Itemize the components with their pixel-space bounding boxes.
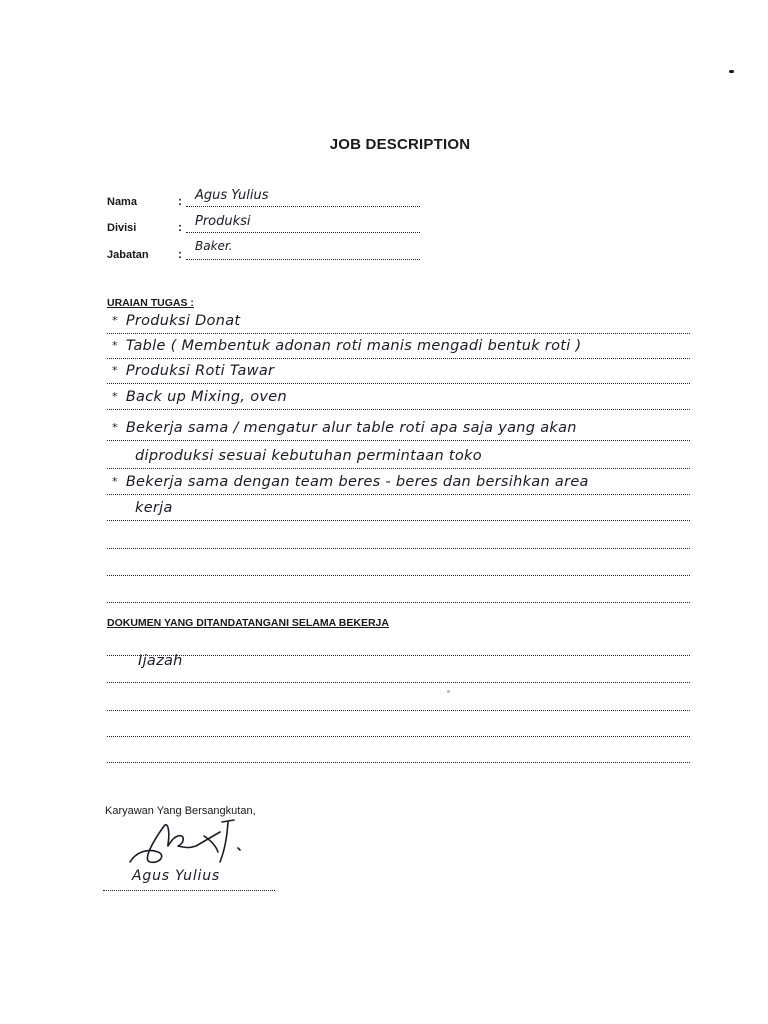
uraian-tugas-item	[112, 420, 577, 436]
uraian-tugas-rule	[107, 520, 690, 521]
uraian-tugas-rule	[107, 440, 690, 441]
uraian-tugas-text: diproduksi sesuai kebutuhan permintaan toko	[135, 448, 482, 464]
signature-name: Agus Yulius	[132, 868, 220, 884]
dokumen-rule	[107, 762, 690, 763]
uraian-tugas-rule	[107, 494, 690, 495]
field-divisi	[107, 216, 427, 236]
paper-mark	[447, 690, 450, 693]
signature-dotted-line	[103, 890, 275, 891]
uraian-tugas-item	[135, 448, 482, 464]
dokumen-rule	[107, 655, 690, 656]
ink-speck	[729, 70, 734, 73]
field-value-divisi: Produksi	[195, 214, 251, 229]
uraian-tugas-rule	[107, 383, 690, 384]
uraian-tugas-text: Back up Mixing, oven	[125, 389, 287, 405]
uraian-tugas-rule	[107, 602, 690, 603]
uraian-tugas-rule	[107, 358, 690, 359]
uraian-tugas-rule	[107, 468, 690, 469]
uraian-tugas-text: Table ( Membentuk adonan roti manis mengadi bentuk roti )	[125, 338, 582, 354]
uraian-tugas-item	[112, 474, 589, 490]
field-dotted-line	[186, 206, 420, 207]
document-title: JOB DESCRIPTION	[329, 136, 471, 153]
bullet-marker: *	[112, 390, 118, 403]
bullet-marker: *	[112, 421, 118, 434]
field-label-nama: Nama	[107, 196, 137, 208]
field-value-jabatan: Baker.	[195, 239, 233, 253]
uraian-tugas-text: Produksi Roti Tawar	[125, 363, 275, 379]
bullet-marker: *	[112, 364, 118, 377]
bullet-marker: *	[112, 475, 118, 488]
field-jabatan	[107, 239, 427, 263]
uraian-tugas-item	[112, 338, 581, 354]
field-dotted-line	[186, 232, 420, 233]
uraian-tugas-rule	[107, 575, 690, 576]
dokumen-heading: DOKUMEN YANG DITANDATANGANI SELAMA BEKERJA	[107, 617, 389, 629]
dokumen-rule	[107, 710, 690, 711]
field-colon: :	[178, 220, 182, 234]
uraian-tugas-text: Bekerja sama / mengatur alur table roti apa saja yang akan	[125, 420, 577, 436]
dokumen-item: Ijazah	[138, 653, 183, 669]
uraian-tugas-item	[112, 363, 274, 379]
field-label-jabatan: Jabatan	[107, 249, 149, 261]
uraian-tugas-text: Bekerja sama dengan team beres - beres dan bersihkan area	[125, 474, 589, 490]
field-colon: :	[178, 247, 182, 261]
uraian-tugas-item	[112, 389, 287, 405]
field-label-divisi: Divisi	[107, 222, 137, 234]
uraian-tugas-rule	[107, 333, 690, 334]
uraian-tugas-rule	[107, 409, 690, 410]
uraian-tugas-heading: URAIAN TUGAS :	[107, 297, 194, 309]
uraian-tugas-rule	[107, 548, 690, 549]
signature-mark	[124, 818, 254, 873]
field-dotted-line	[186, 259, 420, 260]
bullet-marker: *	[112, 314, 118, 327]
uraian-tugas-item	[112, 313, 240, 329]
uraian-tugas-item	[135, 500, 173, 516]
field-value-nama: Agus Yulius	[195, 188, 269, 203]
field-nama	[107, 190, 427, 210]
dokumen-rule	[107, 736, 690, 737]
field-colon: :	[178, 194, 182, 208]
uraian-tugas-text: Produksi Donat	[125, 313, 241, 329]
dokumen-rule	[107, 682, 690, 683]
uraian-tugas-text: kerja	[135, 500, 173, 516]
bullet-marker: *	[112, 339, 118, 352]
signature-label: Karyawan Yang Bersangkutan,	[105, 805, 256, 817]
